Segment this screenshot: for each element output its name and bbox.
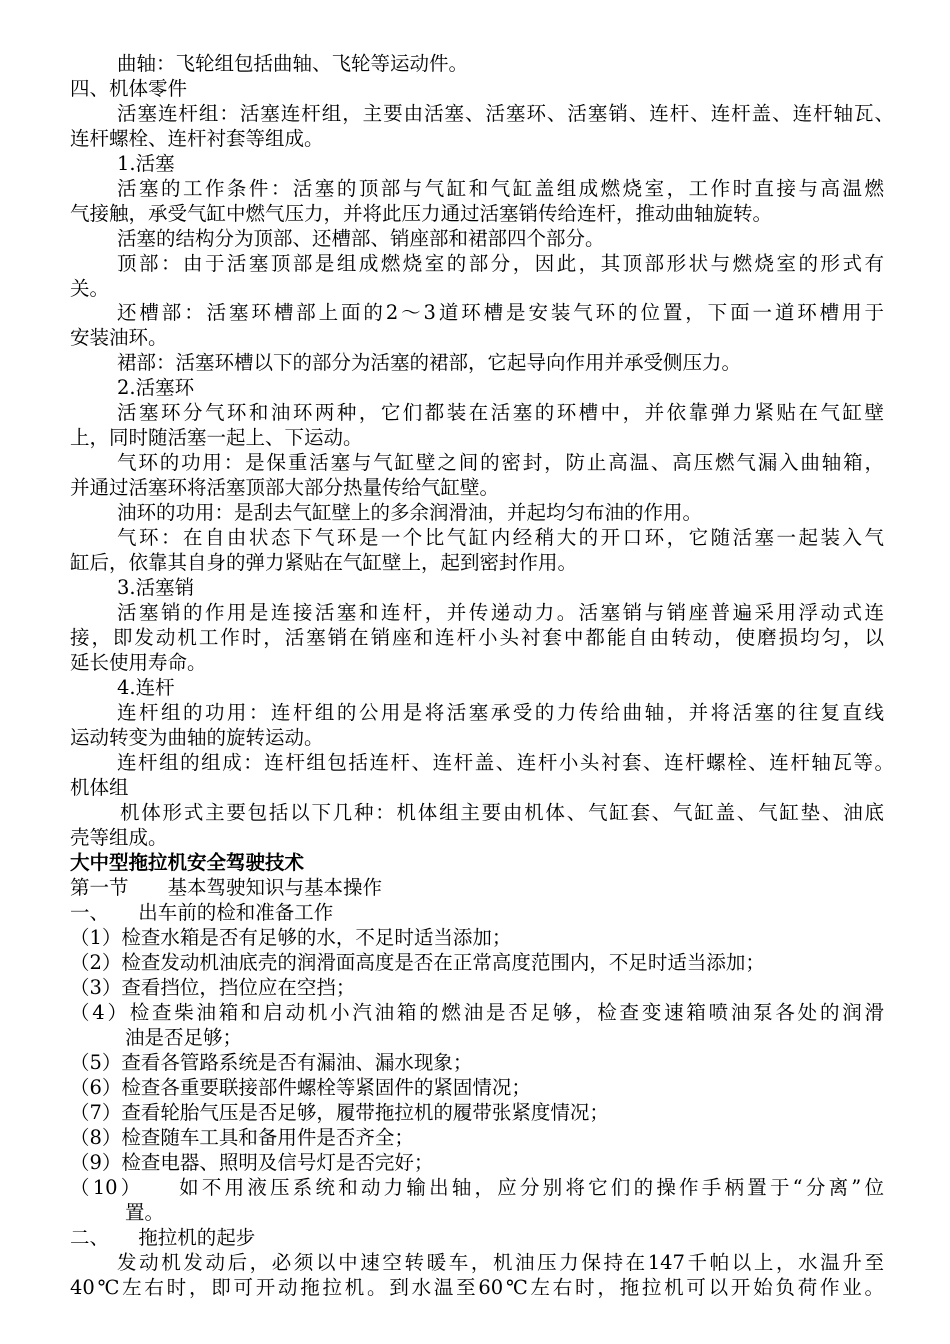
chapter-title: 大中型拖拉机安全驾驶技术 [70,851,305,874]
text-line: 缸后，依靠其自身的弹力紧贴在气缸壁上，起到密封作用。 [70,551,578,574]
text-line: 发动机发动后，必须以中速空转暖车，机油压力保持在147千帕以上，水温升至 [117,1251,884,1274]
section-heading: 第一节 基本驾驶知识与基本操作 [70,876,383,899]
text-line: 延长使用寿命。 [70,651,207,674]
text-line: 运动转变为曲轴的旋转运动。 [70,726,324,749]
list-item: （7）查看轮胎气压是否足够，履带拖拉机的履带张紧度情况； [70,1101,609,1124]
subsection-heading: 3.活塞销 [117,576,195,599]
text-line: 活塞环分气环和油环两种，它们都装在活塞的环槽中，并依靠弹力紧贴在气缸壁 [117,401,884,424]
section-heading: 二、 拖拉机的起步 [70,1226,256,1249]
text-line: 气环：在自由状态下气环是一个比气缸内经稍大的开口环，它随活塞一起装入气 [117,526,884,549]
subsection-heading: 1.活塞 [117,152,175,175]
text-line: 连杆组的功用：连杆组的公用是将活塞承受的力传给曲轴，并将活塞的往复直线 [117,701,884,724]
text-line: 安装油环。 [70,326,168,349]
text-line: 活塞连杆组：活塞连杆组，主要由活塞、活塞环、活塞销、连杆、连杆盖、连杆轴瓦、 [117,102,894,125]
text-line: 连杆螺栓、连杆衬套等组成。 [70,127,324,150]
text-line: 接，即发动机工作时，活塞销在销座和连杆小头衬套中都能自由转动，使磨损均匀，以 [70,626,884,649]
list-item: （6）检查各重要联接部件螺栓等紧固件的紧固情况； [70,1076,531,1099]
text-line: 机体形式主要包括以下几种：机体组主要由机体、气缸套、气缸盖、气缸垫、油底 [120,801,884,824]
text-line: 曲轴：飞轮组包括曲轴、飞轮等运动件。 [117,52,469,75]
text-line: 油环的功用：是刮去气缸壁上的多余润滑油，并起均匀布油的作用。 [117,501,703,524]
text-line: 活塞销的作用是连接活塞和连杆，并传递动力。活塞销与销座普遍采用浮动式连 [117,601,884,624]
list-item: （10） 如不用液压系统和动力输出轴，应分别将它们的操作手柄置于“分离”位 [70,1176,884,1199]
text-line: 壳等组成。 [70,826,168,849]
list-item: （4）检查柴油箱和启动机小汽油箱的燃油是否足够，检查变速箱喷油泵各处的润滑 [70,1001,884,1024]
list-item: （8）检查随车工具和备用件是否齐全； [70,1126,414,1149]
section-heading: 机体组 [70,776,129,799]
text-line: 活塞的结构分为顶部、还槽部、销座部和裙部四个部分。 [117,227,605,250]
list-item: （3）查看挡位，挡位应在空挡； [70,976,356,999]
section-heading: 四、机体零件 [70,77,188,100]
list-item: （2）检查发动机油底壳的润滑面高度是否在正常高度范围内，不足时适当添加； [70,951,765,974]
subsection-heading: 2.活塞环 [117,376,195,399]
text-line: 顶部：由于活塞顶部是组成燃烧室的部分，因此，其顶部形状与燃烧室的形式有 [117,252,884,275]
text-line: 连杆组的组成：连杆组包括连杆、连杆盖、连杆小头衬套、连杆螺栓、连杆轴瓦等。 [117,751,894,774]
subsection-heading: 4.连杆 [117,676,175,699]
text-line: 气接触，承受气缸中燃气压力，并将此压力通过活塞销传给连杆，推动曲轴旋转。 [70,202,773,225]
text-line: 关。 [70,277,110,300]
text-line: 裙部：活塞环槽以下的部分为活塞的裙部，它起导向作用并承受侧压力。 [117,351,742,374]
list-item-continuation: 油是否足够； [125,1026,243,1049]
text-line: 气环的功用：是保重活塞与气缸壁之间的密封，防止高温、高压燃气漏入曲轴箱， [117,451,884,474]
list-item: （1）检查水箱是否有足够的水，不足时适当添加； [70,926,512,949]
text-line: 还槽部：活塞环槽部上面的2～3道环槽是安装气环的位置，下面一道环槽用于 [117,301,884,324]
section-heading: 一、 出车前的检和准备工作 [70,901,334,924]
text-line: 活塞的工作条件：活塞的顶部与气缸和气缸盖组成燃烧室，工作时直接与高温燃 [117,177,884,200]
list-item: （5）查看各管路系统是否有漏油、漏水现象； [70,1051,473,1074]
list-item-continuation: 置。 [125,1201,165,1224]
text-line: 40℃左右时，即可开动拖拉机。到水温至60℃左右时，拖拉机可以开始负荷作业。 [70,1276,884,1299]
text-line: 并通过活塞环将活塞顶部大部分热量传给气缸壁。 [70,476,500,499]
text-line: 上，同时随活塞一起上、下运动。 [70,426,363,449]
list-item: （9）检查电器、照明及信号灯是否完好； [70,1151,434,1174]
